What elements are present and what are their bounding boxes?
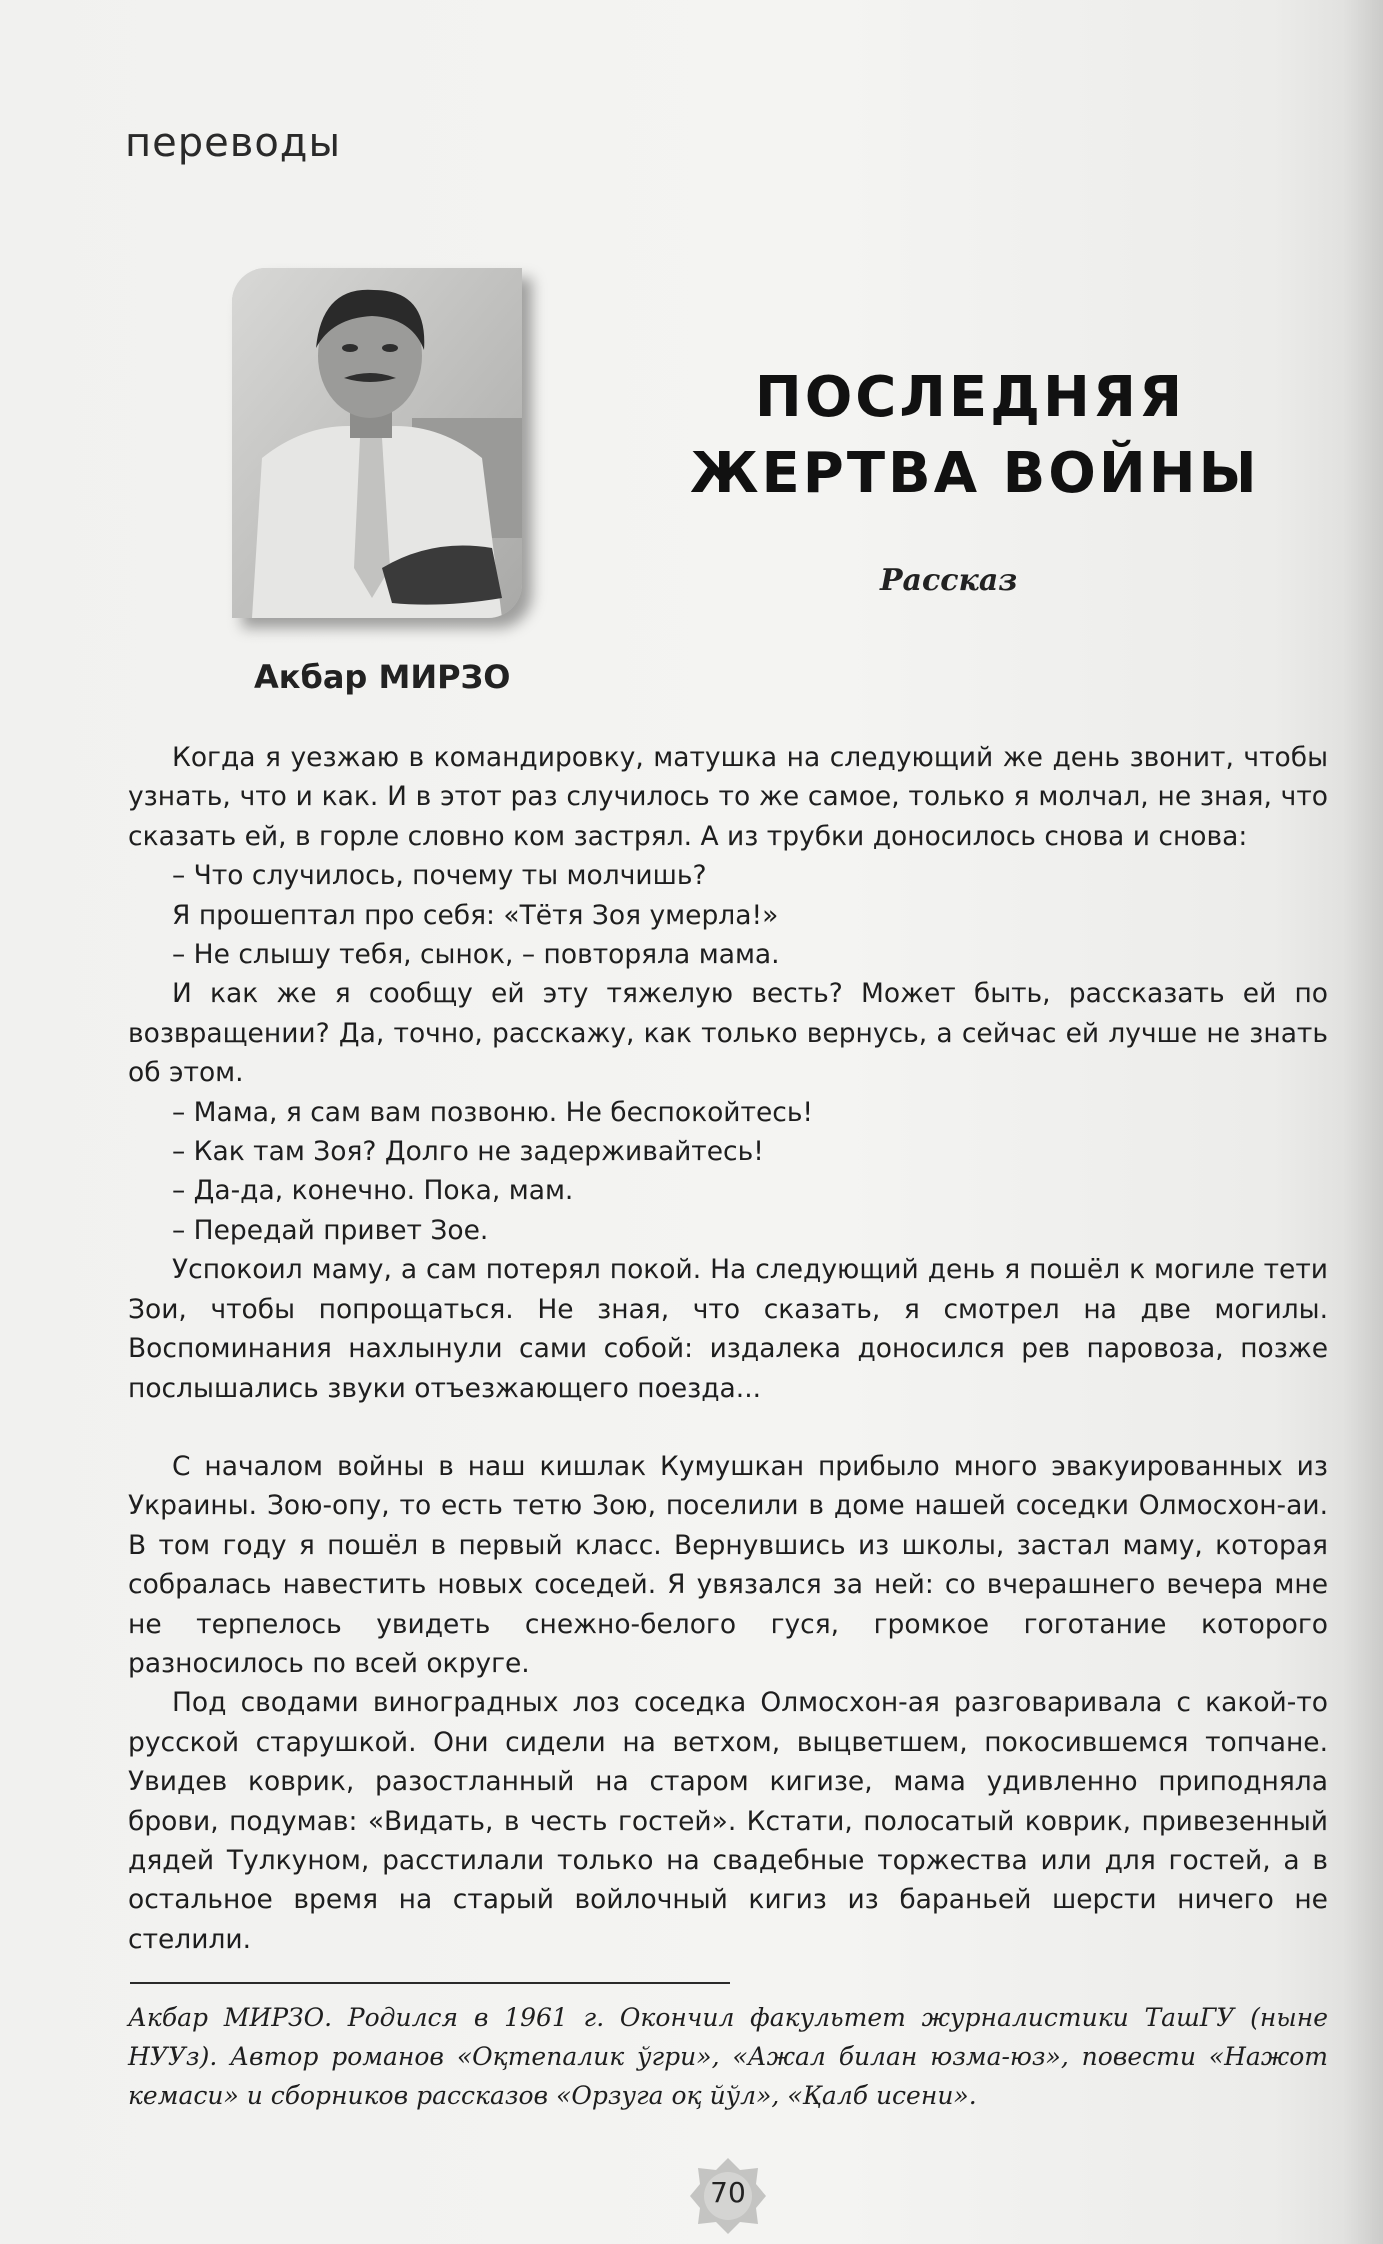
author-name: Акбар МИРЗО — [254, 658, 511, 696]
author-footnote: Акбар МИРЗО. Родился в 1961 г. Окончил факультет журналистики ТашГУ (ныне НУУз). Автор романов «Оқтепалик ўгри», «Ажал билан юзма-юз», повести «Нажот кемаси» и сборников рассказов «Орзуга оқ йўл», «Қалб исени». — [128, 2003, 1328, 2110]
paragraph: С началом войны в наш кишлак Кумушкан прибыло много эвакуированных из Украины. Зою-опу, то есть тетю Зою, поселили в доме нашей соседки Олмосхон-аи. В том году я пошёл в первый класс. Вернувшись из школы, застал маму, которая собралась навестить новых соседей. Я увязался за ней: со вчерашнего вечера мне не терпелось увидеть снежно-белого гуся, громкое гоготание которого разносилось по всей округе. — [128, 1450, 1328, 1679]
page-edge-shadow — [1343, 0, 1383, 2244]
author-photo — [232, 268, 522, 618]
paragraph: И как же я сообщу ей эту тяжелую весть? Может быть, рассказать ей по возвращении? Да, точно, расскажу, как только вернусь, а сейчас ей лучше не знать об этом. — [128, 978, 1328, 1089]
story-genre: Рассказ — [880, 563, 1018, 598]
paragraph: Я прошептал про себя: «Тётя Зоя умерла!» — [172, 899, 779, 931]
story-body — [128, 738, 1328, 1959]
paragraph: – Передай привет Зое. — [172, 1214, 489, 1246]
section-heading: переводы — [125, 120, 342, 166]
footnote-divider — [130, 1982, 730, 1984]
paragraph: – Не слышу тебя, сынок, – повторяла мама. — [172, 939, 780, 971]
paragraph: – Мама, я сам вам позвоню. Не беспокойтесь! — [172, 1096, 814, 1128]
story-title-line-1: ПОСЛЕДНЯЯ — [754, 365, 1186, 430]
paragraph: Успокоил маму, а сам потерял покой. На следующий день я пошёл к могиле тети Зои, чтобы попрощаться. Не зная, что сказать, я смотрел на две могилы. Воспоминания нахлынули сами собой: издалека доносился рев паровоза, позже послышались звуки отъезжающего поезда... — [128, 1254, 1328, 1404]
story-title — [690, 360, 1260, 512]
story-title-line-2: ЖЕРТВА ВОЙНЫ — [690, 441, 1260, 506]
paragraph: – Что случилось, почему ты молчишь? — [172, 860, 707, 892]
paragraph: – Как там Зоя? Долго не задерживайтесь! — [172, 1136, 764, 1168]
paragraph: Под сводами виноградных лоз соседка Олмосхон-ая разговаривала с какой-то русской старушкой. Они сидели на ветхом, выцветшем, покосившемся топчане. Увидев коврик, разостланный на старом кигизе, мама удивленно приподняла брови, подумав: «Видать, в честь гостей». Кстати, полосатый коврик, привезенный дядей Тулкуном, расстилали только на свадебные торжества или для гостей, а в остальное время на старый войлочный кигиз из бараньей шерсти ничего не стелили. — [128, 1687, 1328, 1955]
page-number: 70 — [710, 2176, 746, 2209]
author-portrait-image — [232, 268, 522, 618]
paragraph: Когда я уезжаю в командировку, матушка на следующий же день звонит, чтобы узнать, что и как. И в этот раз случилось то же самое, только я молчал, не зная, что сказать ей, в горле словно ком застрял. А из трубки доносилось снова и снова: — [128, 742, 1328, 852]
paragraph: – Да-да, конечно. Пока, мам. — [172, 1175, 574, 1207]
